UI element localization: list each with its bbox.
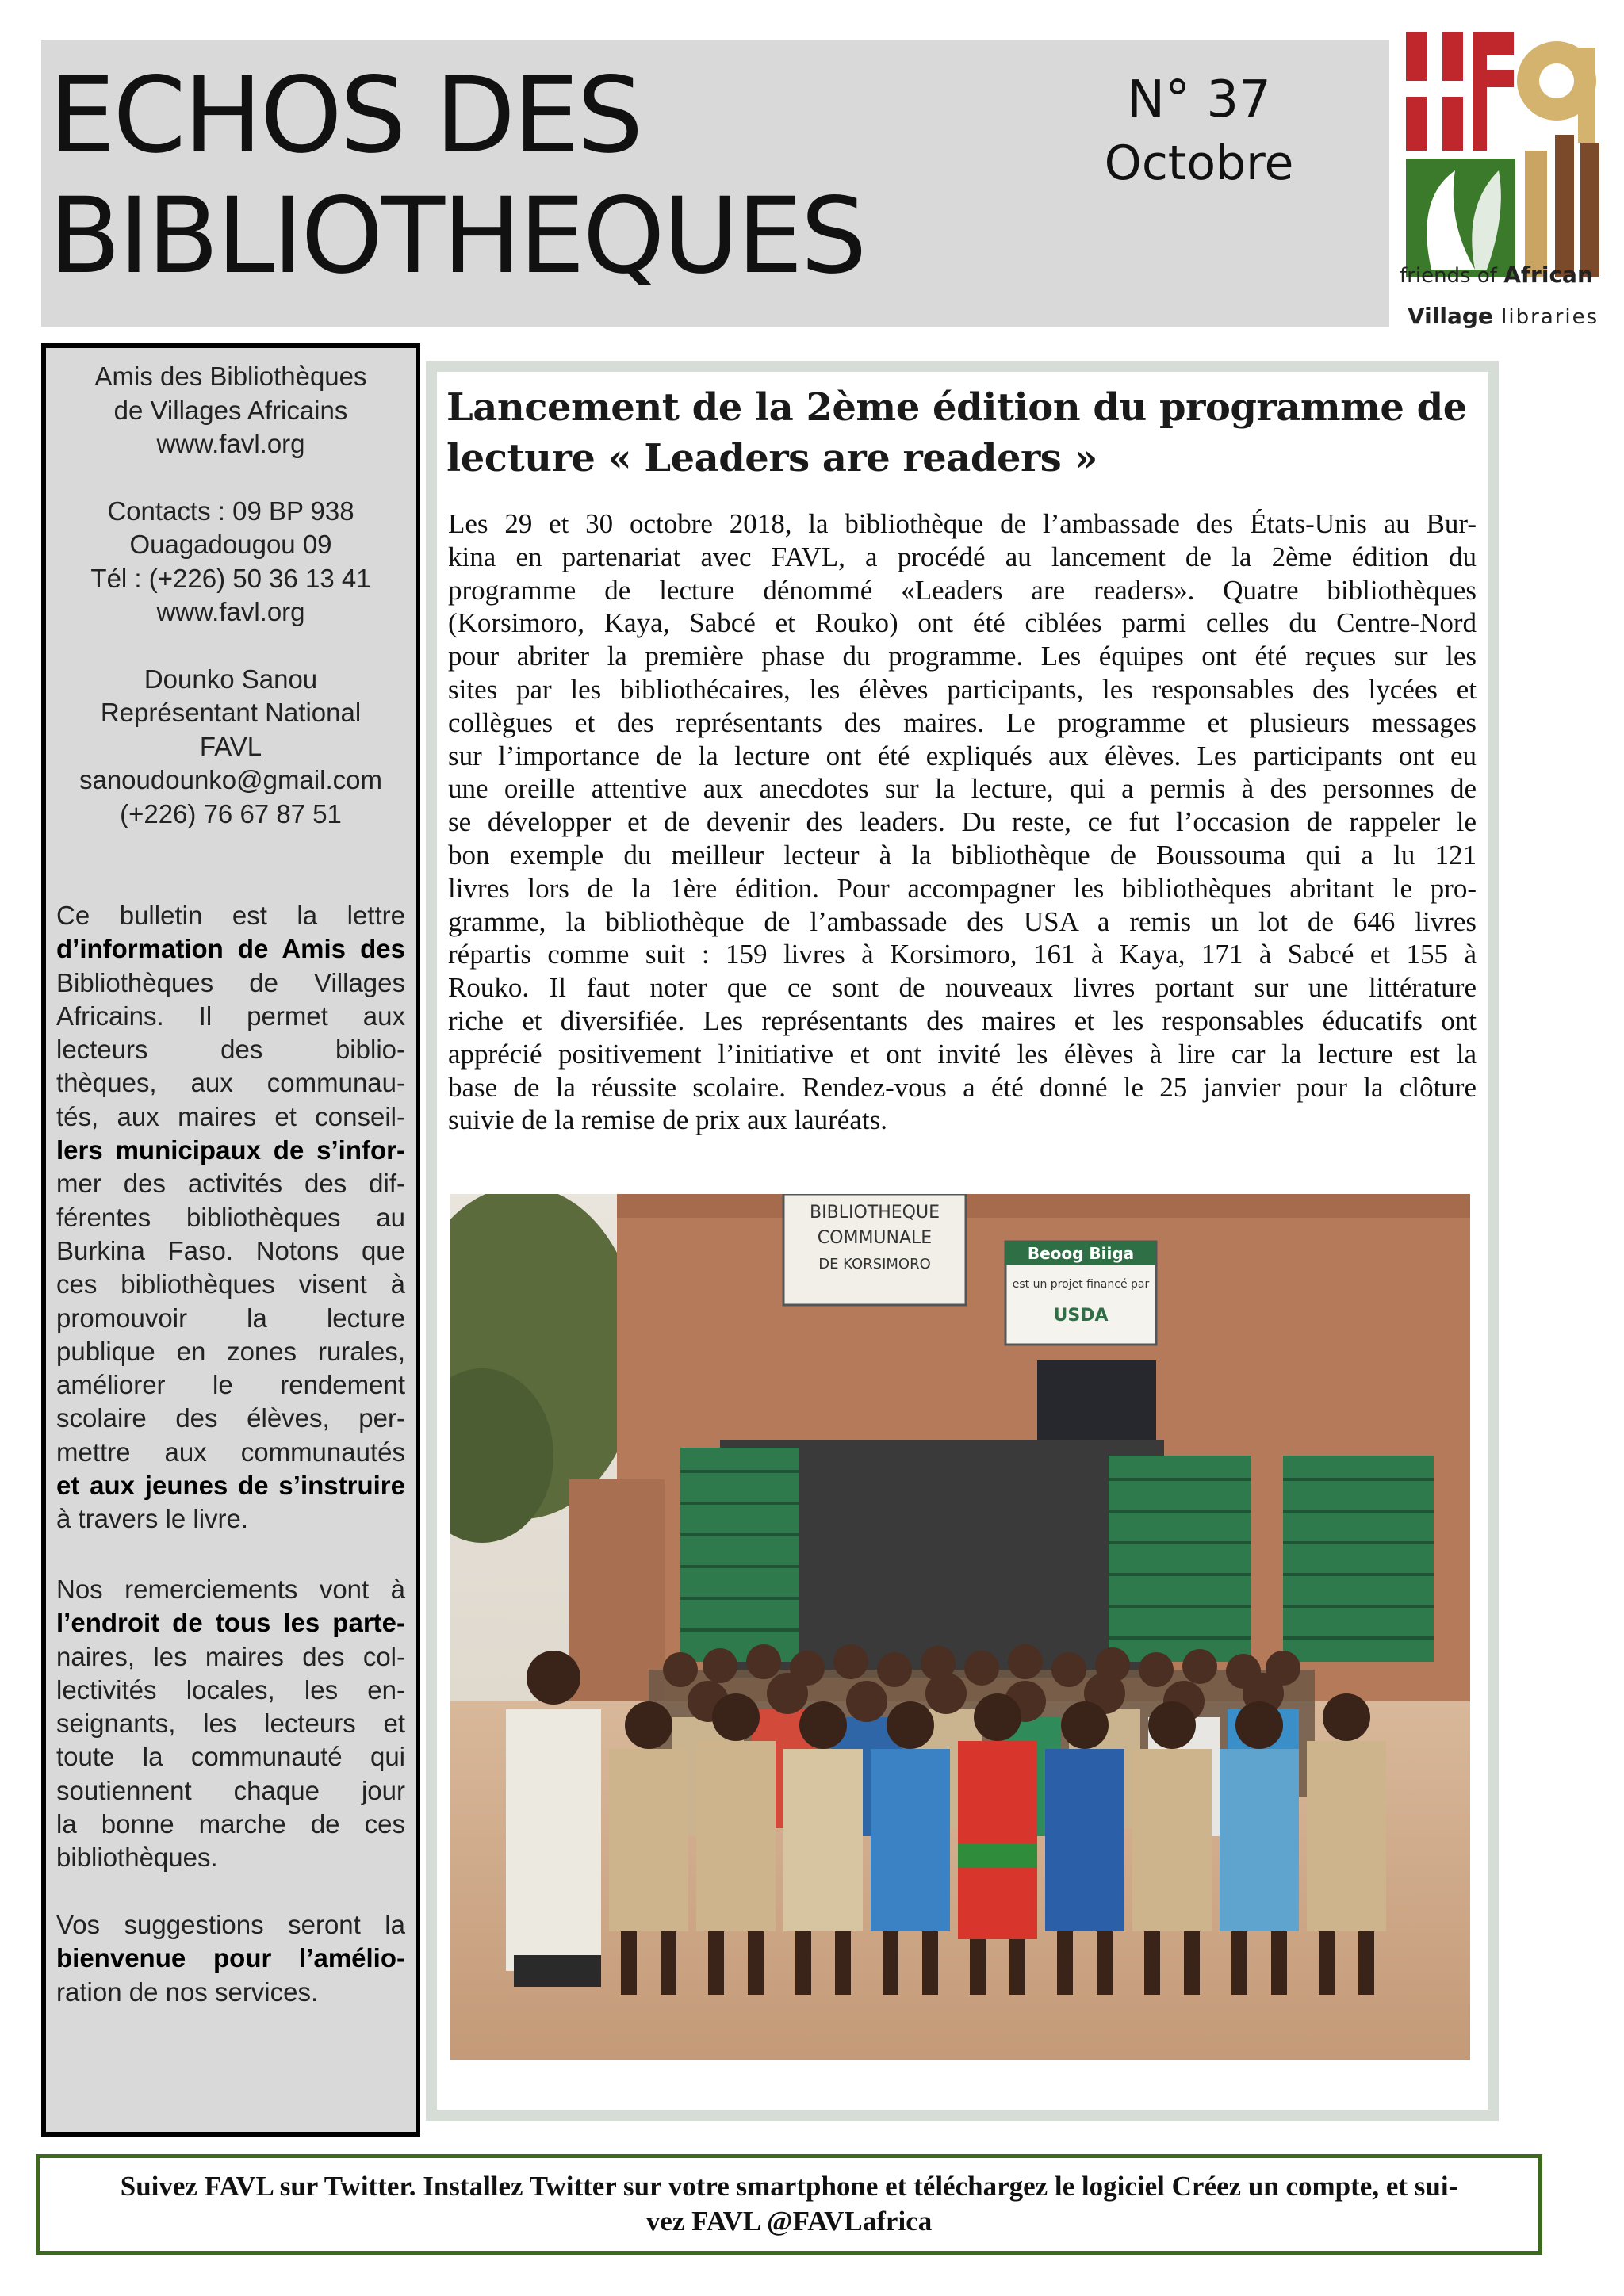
- article-line: bon exemple du meilleur lecteur à la bibliothèque de Boussouma qui a lu 121: [448, 839, 1477, 871]
- paragraph-line: lers municipaux de s’infor-: [56, 1135, 405, 1165]
- title-line-1: ECHOS DES: [49, 55, 642, 177]
- logo-bar-3: [1580, 143, 1599, 277]
- article-line: base de la réussite scolaire. Rendez-vous a été donné le 25 janvier pour la clôture: [448, 1071, 1477, 1103]
- sign-text: DE KORSIMORO: [818, 1256, 931, 1272]
- newsletter-title: [49, 55, 864, 297]
- paragraph-line: Vos suggestions seront la: [56, 1910, 405, 1939]
- green-shutter: [1109, 1456, 1251, 1662]
- paragraph-line: toute la communauté qui: [56, 1742, 405, 1772]
- thanks-paragraph: [56, 1573, 405, 1875]
- paragraph-line: seignants, les lecteurs et: [56, 1709, 405, 1739]
- article-line: gramme, la bibliothèque de l’ambassade des USA a remis un lot de 646 livres: [448, 905, 1477, 937]
- twitter-callout: [40, 2169, 1538, 2239]
- bulletin-description: [56, 899, 405, 1536]
- article-line: kina en partenariat avec FAVL, a procédé au lancement de la 2ème édition du: [448, 541, 1477, 572]
- paragraph-line: férentes bibliothèques au: [56, 1202, 405, 1232]
- paragraph-line: l’endroit de tous les parte-: [56, 1608, 405, 1638]
- sign-text: Beoog Biiga: [1027, 1244, 1135, 1263]
- article-line: se développer et de devenir des leaders. Du reste, ce fut l’occasion de rappeler le: [448, 806, 1477, 838]
- article-line: apprécié positivement l’initiative et ont invité les élèves à lire car la lecture est la: [448, 1038, 1477, 1070]
- paragraph-line: naires, les maires des col-: [56, 1641, 405, 1671]
- website-link[interactable]: www.favl.org: [156, 429, 305, 458]
- article-line: (Korsimoro, Kaya, Sabcé et Rouko) ont été ciblées parmi celles du Centre-Nord: [448, 607, 1477, 639]
- logo-caption-line2: Village libraries: [1408, 303, 1599, 329]
- issue-info: [1104, 68, 1294, 195]
- paragraph-line: scolaire des élèves, per-: [56, 1403, 405, 1433]
- title-line-2: BIBLIOTHEQUES: [49, 175, 865, 297]
- logo-bar-2: [1555, 135, 1574, 277]
- headline-line: Lancement de la 2ème édition du programme de: [446, 385, 1467, 430]
- contact-line: de Villages Africains: [113, 395, 348, 425]
- suggestions-paragraph: [56, 1908, 405, 2009]
- sign-text: COMMUNALE: [817, 1228, 933, 1248]
- email-link[interactable]: sanoudounko@gmail.com: [79, 765, 383, 794]
- paragraph-line: Burkina Faso. Notons que: [56, 1235, 405, 1265]
- headline-line: lecture « Leaders are readers »: [446, 436, 1098, 480]
- article-line: riche et diversifiée. Les représentants des maires et les responsables éducatifs ont: [448, 1004, 1477, 1036]
- paragraph-line: la bonne marche de ces: [56, 1809, 405, 1839]
- contact-block: [46, 360, 416, 831]
- sign-text: BIBLIOTHEQUE: [810, 1203, 940, 1223]
- paragraph-line: à travers le livre.: [56, 1504, 249, 1534]
- paragraph-line: Africains. Il permet aux: [56, 1001, 405, 1031]
- contact-org: FAVL: [199, 731, 262, 761]
- article-line: Les 29 et 30 octobre 2018, la bibliothèque de l’ambassade des États-Unis au Bur-: [448, 508, 1477, 539]
- paragraph-line: d’information de Amis des: [56, 934, 405, 964]
- issue-month: Octobre: [1104, 136, 1294, 191]
- paragraph-line: mer des activités des dif-: [56, 1169, 405, 1199]
- paragraph-line: thèques, aux communau-: [56, 1068, 405, 1098]
- article-headline: [446, 382, 1477, 484]
- article-line: une oreille attentive aux anecdotes sur la lecture, qui a permis à des personnes de: [448, 773, 1477, 805]
- paragraph-line: Nos remerciements vont à: [56, 1575, 405, 1604]
- paragraph-line: mettre aux communautés: [56, 1437, 405, 1467]
- logo-caption-line1: friends of African: [1400, 262, 1593, 288]
- sign-text: USDA: [1053, 1306, 1109, 1326]
- article-line: programme de lecture dénommé «Leaders are readers». Quatre bibliothèques: [448, 574, 1477, 606]
- contact-role: Représentant National: [100, 698, 362, 727]
- group-photo: [450, 1194, 1470, 2060]
- paragraph-line: Bibliothèques de Villages: [56, 967, 405, 997]
- article-line: pour abriter la première phase du programme. Les équipes ont été reçues sur les: [448, 641, 1477, 672]
- paragraph-line: promouvoir la lecture: [56, 1303, 405, 1333]
- logo-bar-1: [1525, 151, 1547, 277]
- paragraph-line: améliorer le rendement: [56, 1370, 405, 1400]
- green-shutter: [1283, 1456, 1434, 1662]
- contact-line: Amis des Bibliothèques: [94, 362, 367, 391]
- paragraph-line: lecteurs des biblio-: [56, 1035, 405, 1065]
- sign-text: est un projet financé par: [1012, 1278, 1150, 1291]
- paragraph-line: ces bibliothèques visent à: [56, 1269, 405, 1299]
- footer-line: vez FAVL @FAVLafrica: [645, 2206, 933, 2237]
- paragraph-line: bibliothèques.: [56, 1843, 218, 1873]
- article-line: suivie de la remise de prix aux lauréats.: [448, 1104, 887, 1136]
- issue-number: N° 37: [1127, 71, 1271, 129]
- paragraph-line: ration de nos services.: [56, 1976, 319, 2007]
- article-line: livres lors de la 1ère édition. Pour accompagner les bibliothèques abritant le pro-: [448, 872, 1477, 904]
- footer-line: Suivez FAVL sur Twitter. Installez Twitter sur votre smartphone et téléchargez le logiciel Créez un compte, et sui-: [120, 2171, 1458, 2202]
- article-line: collègues et des représentants des maires. Le programme et plusieurs messages: [448, 706, 1477, 738]
- sidebar: [41, 343, 420, 2137]
- paragraph-line: Ce bulletin est la lettre: [56, 901, 405, 930]
- article-line: sur l’importance de la lecture ont été expliqués aux élèves. Les participants ont eu: [448, 740, 1477, 771]
- contact-name: Dounko Sanou: [144, 664, 318, 694]
- paragraph-line: soutiennent chaque jour: [56, 1775, 405, 1805]
- article-line: répartis comme suit : 159 livres à Korsimoro, 161 à Kaya, 171 à Sabcé et 155 à: [448, 939, 1477, 970]
- paragraph-line: lectivités locales, les en-: [56, 1674, 405, 1705]
- twitter-footer-box: [36, 2154, 1542, 2255]
- website-link[interactable]: www.favl.org: [156, 597, 305, 626]
- paragraph-line: tés, aux maires et conseil-: [56, 1101, 405, 1131]
- paragraph-line: bienvenue pour l’amélio-: [56, 1943, 405, 1973]
- paragraph-line: publique en zones rurales,: [56, 1336, 405, 1366]
- article-line: sites par les bibliothécaires, les élèves participants, les responsables des lycées et: [448, 673, 1477, 705]
- phone-line: Tél : (+226) 50 36 13 41: [90, 563, 371, 593]
- article-line: Rouko. Il faut noter que ce sont de nouveaux livres portant sur une littérature: [448, 972, 1477, 1004]
- contact-line: Contacts : 09 BP 938: [107, 496, 354, 526]
- article-body: [448, 507, 1477, 1137]
- masthead: [41, 40, 1389, 327]
- contact-line: Ouagadougou 09: [129, 530, 332, 559]
- paragraph-line: et aux jeunes de s’instruire: [56, 1471, 405, 1501]
- favl-logo: [1400, 32, 1606, 333]
- phone-line: (+226) 76 67 87 51: [120, 798, 342, 828]
